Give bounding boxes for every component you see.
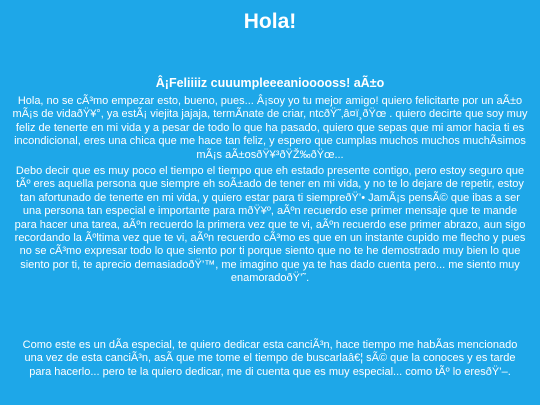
letter-paragraph-2: Debo decir que es muy poco el tiempo el tiempo que eh estado presente contigo, pero estoy seguro que tÃº eres aquella persona que siempre eh soÃ±ado de tener en mi vida, y no te lo dejare de repetir, estoy tan afortunado de tenerte en mi vida, y quiero estar para ti siempreðŸ’• JamÃ¡s pensÃ© que ibas a ser una persona tan especial e importante para mðŸ¥º, aÃºn recuerdo ese primer mensaje que te mande para hacer una tarea, aÃºn recuerdo la primera vez que te vi, aÃºn recuerdo ese primer abrazo, aun sigo recordando la Ãºltima vez que te vi, aÃºn recuerdo cÃ³mo es que en un instante cupido me flecho y pues no se cÃ³mo expresar todo lo que siento por ti porque siento que no te he demostrado muy bien lo que siento por ti, te aprecio demasiadoðŸ’™, me imagino que ya te has dado cuenta pero... me siento muy enamoradoðŸ’˜.: [14, 165, 526, 285]
letter-paragraph-1: Hola, no se cÃ³mo empezar esto, bueno, pues... Â¡soy yo tu mejor amigo! quiero felicitarte por un aÃ±o mÃ¡s de vidaðŸ¥°, ya estÃ¡ viejita jajaja, termÃnate de criar, ntcðŸ˜‚â¤ï¸ðŸœ . quiero decirte que soy muy feliz de tenerte en mi vida y a pesar de todo lo que ha pasado, quiero que sepas que mi amor hacia ti es incondicional, eres una chica que me hace tan feliz, y espero que cumplas muchos muchos muchÃsimos mÃ¡s aÃ±osðŸ¥³ðŸŽ‰ðŸœ...: [12, 95, 528, 161]
page-title: Hola!: [243, 10, 297, 33]
birthday-subtitle: Â¡Feliiiiz cuuumpleeeaniooooss! aÃ±o: [155, 76, 385, 90]
letter-paragraph-3: Como este es un dÃa especial, te quiero dedicar esta canciÃ³n, hace tiempo me habÃas mencionado una vez de esta canciÃ³n, asÃ que me tome el tiempo de buscarlaâ€¦ sÃ© que la conoces y es tarde para hacerlo... pero te la quiero dedicar, me di cuenta que es muy especial... como tÃº lo eresðŸ’–.: [22, 338, 518, 378]
